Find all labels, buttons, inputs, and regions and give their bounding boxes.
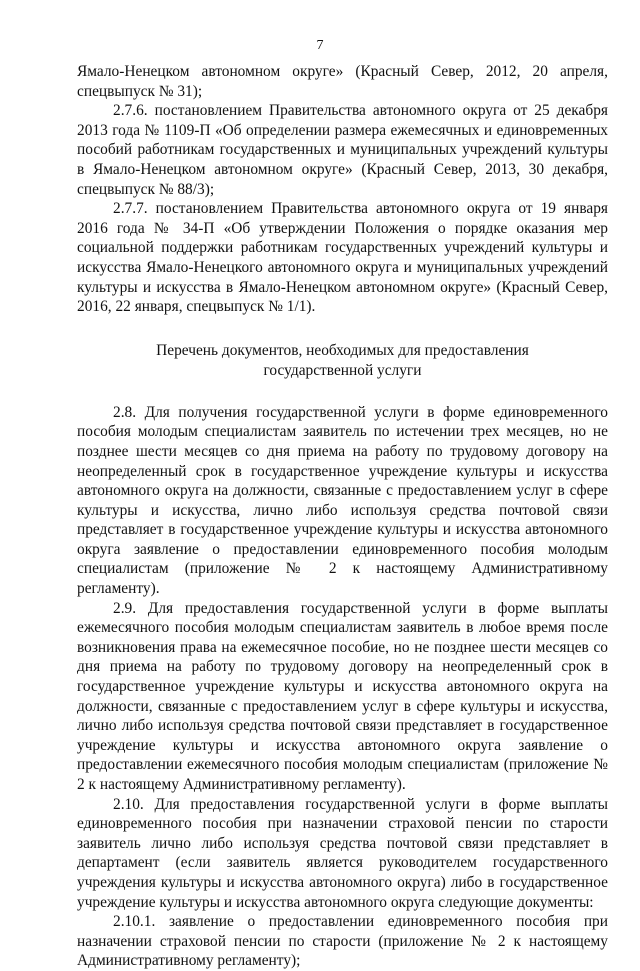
paragraph-2-7-6: 2.7.6. постановлением Правительства автономного округа от 25 декабря 2013 года № 1109-П «Об определении размера ежемесячных и единовременных пособий работникам государственных и муниципальных учреждений культуры в Ямало-Ненецком автономном округе» (Красный Север, 2013, 30 декабря, спецвыпуск № 88/3); [77, 102, 608, 198]
paragraph-2-10-1: 2.10.1. заявление о предоставлении единовременного пособия при назначении страховой пенсии по старости (приложение № 2 к настоящему Административному регламенту); [77, 913, 608, 970]
paragraph-2-8: 2.8. Для получения государственной услуги в форме единовременного пособия молодым специалистам заявитель по истечении трех месяцев, но не позднее шести месяцев со дня приема на работу по трудовому договору на неопределенный срок в государственное учреждение культуры и искусства автономного округа на должности, связанные с предоставлением услуг в сфере культуры и искусства, лично либо используя средства почтовой связи представляет в государственное учреждение культуры и искусства автономного округа заявление о предоставлении единовременного пособия молодым специалистам (приложение № 2 к настоящему Административному регламенту). [77, 403, 608, 598]
document-body [77, 62, 608, 971]
page-number: 7 [316, 38, 324, 53]
paragraph-continuation: Ямало-Ненецком автономном округе» (Красный Север, 2012, 20 апреля, спецвыпуск № 31); [77, 63, 608, 100]
section-heading-line-1: Перечень документов, необходимых для предоставления [156, 341, 529, 359]
section-heading [77, 341, 608, 381]
paragraph-2-7-7: 2.7.7. постановлением Правительства автономного округа от 19 января 2016 года № 34-П «Об утверждении Положения о порядке оказания мер социальной поддержки работникам государственных учреждений культуры и искусства Ямало-Ненецкого автономного округа и муниципальных учреждений культуры и искусства в Ямало-Ненецком автономном округе» (Красный Север, 2016, 22 января, спецвыпуск № 1/1). [77, 200, 608, 316]
paragraph-2-10: 2.10. Для предоставления государственной услуги в форме выплаты единовременного пособия при назначении страховой пенсии по старости заявитель лично либо используя средства почтовой связи представляет в департамент (если заявитель является руководителем государственного учреждения культуры и искусства автономного округа) либо в государственное учреждение культуры и искусства автономного округа следующие документы: [77, 795, 608, 911]
section-heading-line-2: государственной услуги [263, 361, 422, 379]
paragraph-2-9: 2.9. Для предоставления государственной услуги в форме выплаты ежемесячного пособия молодым специалистам заявитель в любое время после возникновения права на ежемесячное пособие, но не позднее шести месяцев со дня приема на работу по трудовому договору на неопределенный срок в государственное учреждение культуры и искусства автономного округа на должности, связанные с предоставлением услуг в сфере культуры и искусства, лично либо используя средства почтовой связи представляет в государственное учреждение культуры и искусства автономного округа заявление о предоставлении ежемесячного пособия молодым специалистам (приложение № 2 к настоящему Административному регламенту). [77, 599, 608, 793]
